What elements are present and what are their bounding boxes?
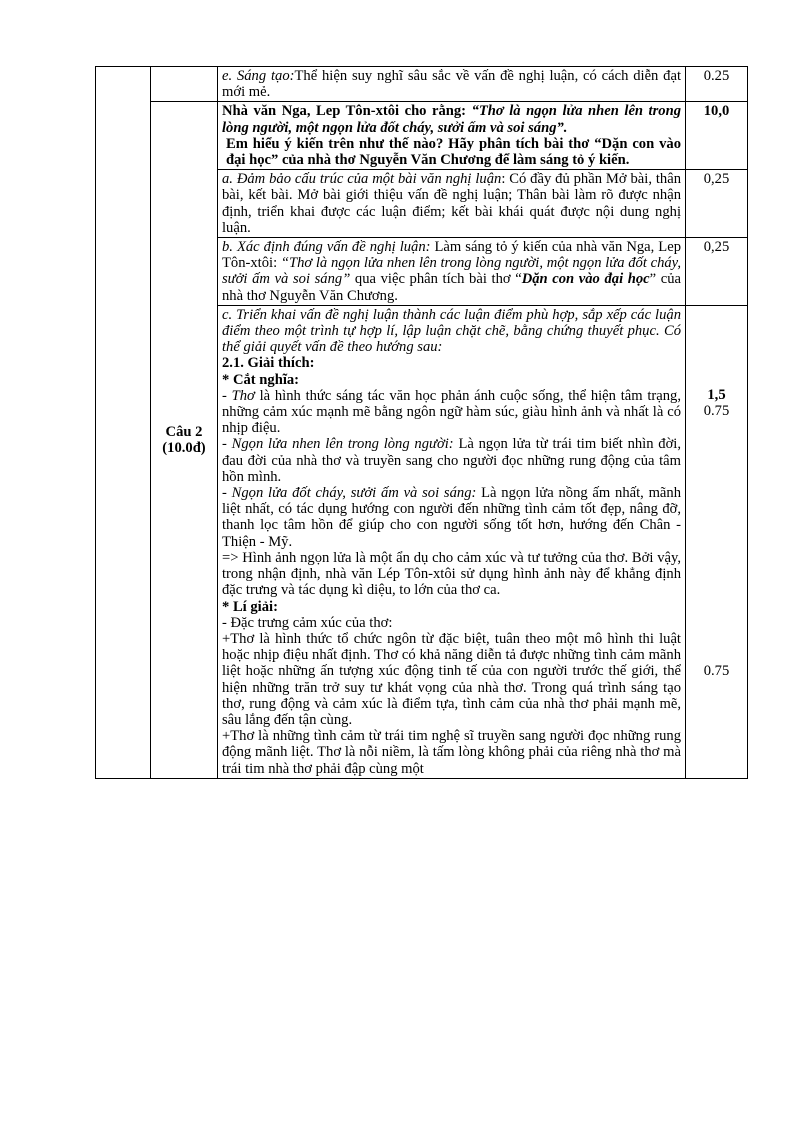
- paragraph: => Hình ảnh ngọn lửa là một ẩn dụ cho cảm xúc và tư tưởng của thơ. Bởi vậy, trong nhận định, nhà văn Lép Tôn-xtôi sử dụng hình ảnh này để khẳng định đặc trưng và tác dụng kì diệu, to lớn của thơ ca.: [222, 549, 681, 599]
- score-cell: 0,25: [686, 170, 748, 238]
- subsection-heading: * Cắt nghĩa:: [222, 371, 300, 388]
- table-row: [96, 102, 748, 170]
- paragraph: - Đặc trưng cảm xúc của thơ:: [222, 614, 393, 631]
- term: Ngọn lửa nhen lên trong lòng người:: [231, 436, 454, 453]
- subsection-heading: * Lí giải:: [222, 598, 278, 615]
- score-sub: 0.75: [703, 403, 730, 420]
- criterion-e-label: e. Sáng tạo:: [222, 68, 295, 84]
- criterion-b-cell: [218, 238, 686, 306]
- criterion-b-text: ” của nhà thơ Nguyễn Văn Chương.: [222, 271, 681, 304]
- table-row: [96, 67, 748, 102]
- criterion-b-text: Làm sáng tỏ ý kiến của nhà văn Nga, Lep Tôn-xtôi:: [222, 239, 682, 272]
- section-heading: 2.1. Giải thích:: [222, 355, 315, 372]
- prompt-quote: “Thơ là ngọn lửa nhen lên trong lòng người, một ngọn lửa đốt cháy, sưởi ấm và soi sáng”.: [222, 103, 681, 136]
- prompt-cell: [218, 102, 686, 170]
- criterion-e-text: Thể hiện suy nghĩ sâu sắc về vấn đề nghị luận, có cách diễn đạt mới mẻ.: [222, 68, 681, 101]
- score-sub: 0.75: [703, 663, 730, 680]
- criterion-a-cell: [218, 170, 686, 238]
- paragraph: - Thơ là hình thức sáng tác văn học phản ánh cuộc sống, thể hiện tâm trạng, những cảm xúc mạnh mẽ bằng ngôn ngữ hàm súc, giàu hình ảnh và nhất là có nhịp điệu.: [222, 387, 681, 437]
- criterion-a-label: a. Đảm bảo cấu trúc của một bài văn nghị luận: [222, 171, 502, 188]
- empty-question-cell: [151, 67, 218, 102]
- criterion-b-text: qua việc phân tích bài thơ “: [350, 271, 522, 288]
- term: Thơ: [231, 387, 255, 404]
- score-cell: 0,25: [686, 238, 748, 306]
- criterion-b-label: b. Xác định đúng vấn đề nghị luận:: [222, 239, 431, 256]
- paragraph: +Thơ là hình thức tổ chức ngôn từ đặc biệt, tuân theo một mô hình thi luật hoặc nhịp điệu nhất định. Thơ có khả năng diễn tả được những tình cảm mãnh liệt hoặc những ấn tượng xúc động tinh tế của con người trước thế giới, thể hiện những trăn trở suy tư khát vọng của nhà thơ. Trong quá trình sáng tạo thơ, rung động và cảm xúc là điểm tựa, tình cảm của nhà thơ phải mạnh mẽ, sâu lắng đến tận cùng.: [222, 630, 681, 728]
- paragraph: +Thơ là những tình cảm từ trái tim nghệ sĩ truyền sang người đọc những rung động mãnh liệt. Thơ là nỗi niềm, là tấm lòng không phải của riêng nhà thơ mà trái tim nhà thơ phải đập cùng một: [222, 728, 681, 777]
- criterion-e-cell: [218, 67, 686, 102]
- score-cell: 10,0: [686, 102, 748, 170]
- criterion-c-intro: c. Triển khai vấn đề nghị luận thành các luận điểm phù hợp, sắp xếp các luận điểm theo một trình tự hợp lí, lập luận chặt chẽ, bằng chứng thuyết phục. Có thể giải quyết vấn đề theo hướng sau:: [222, 306, 681, 356]
- grading-table: [95, 66, 748, 779]
- criterion-c-cell: [218, 305, 686, 778]
- criterion-a-text: : Có đầy đủ phần Mở bài, thân bài, kết bài. Mở bài giới thiệu vấn đề nghị luận; Thân bài làm rõ được nhận định, triển khai được các luận điểm; kết bài khái quát được nội dung nghị luận.: [222, 171, 681, 236]
- poem-title: Dặn con vào đại học: [521, 271, 650, 288]
- paragraph: - Ngọn lửa đốt cháy, sưởi ấm và soi sáng: Là ngọn lửa nồng ấm nhất, mãnh liệt nhất, có tác dụng hướng con người đến những tình cảm tốt đẹp, nâng đỡ, thanh lọc tâm hồn để giúp cho con người sống tốt hơn, hướng đến Chân - Thiện - Mỹ.: [222, 485, 682, 550]
- question-label-cell: [151, 102, 218, 778]
- paragraph: - Ngọn lửa nhen lên trong lòng người: Là ngọn lửa từ trái tim biết nhìn đời, đau đời của nhà thơ và truyền sang cho người đọc những rung động của tâm hồn mình.: [222, 436, 682, 485]
- question-points: (10.0đ): [162, 440, 206, 457]
- score-total: 1,5: [707, 386, 726, 403]
- empty-column-cell: [96, 67, 151, 779]
- score-cell: [686, 305, 748, 778]
- question-number: Câu 2: [165, 423, 203, 440]
- score-cell: 0.25: [686, 67, 748, 102]
- prompt-task: Em hiểu ý kiến trên như thế nào? Hãy phân tích bài thơ “Dặn con vào đại học” của nhà thơ Nguyễn Văn Chương để làm sáng tỏ ý kiến.: [226, 135, 681, 169]
- term: Ngọn lửa đốt cháy, sưởi ấm và soi sáng:: [231, 485, 477, 502]
- criterion-b-quote: “Thơ là ngọn lửa nhen lên trong lòng người, một ngọn lửa đốt cháy, sưởi ấm và soi sáng”: [222, 255, 681, 288]
- prompt-intro: Nhà văn Nga, Lep Tôn-xtôi cho rằng:: [222, 103, 472, 120]
